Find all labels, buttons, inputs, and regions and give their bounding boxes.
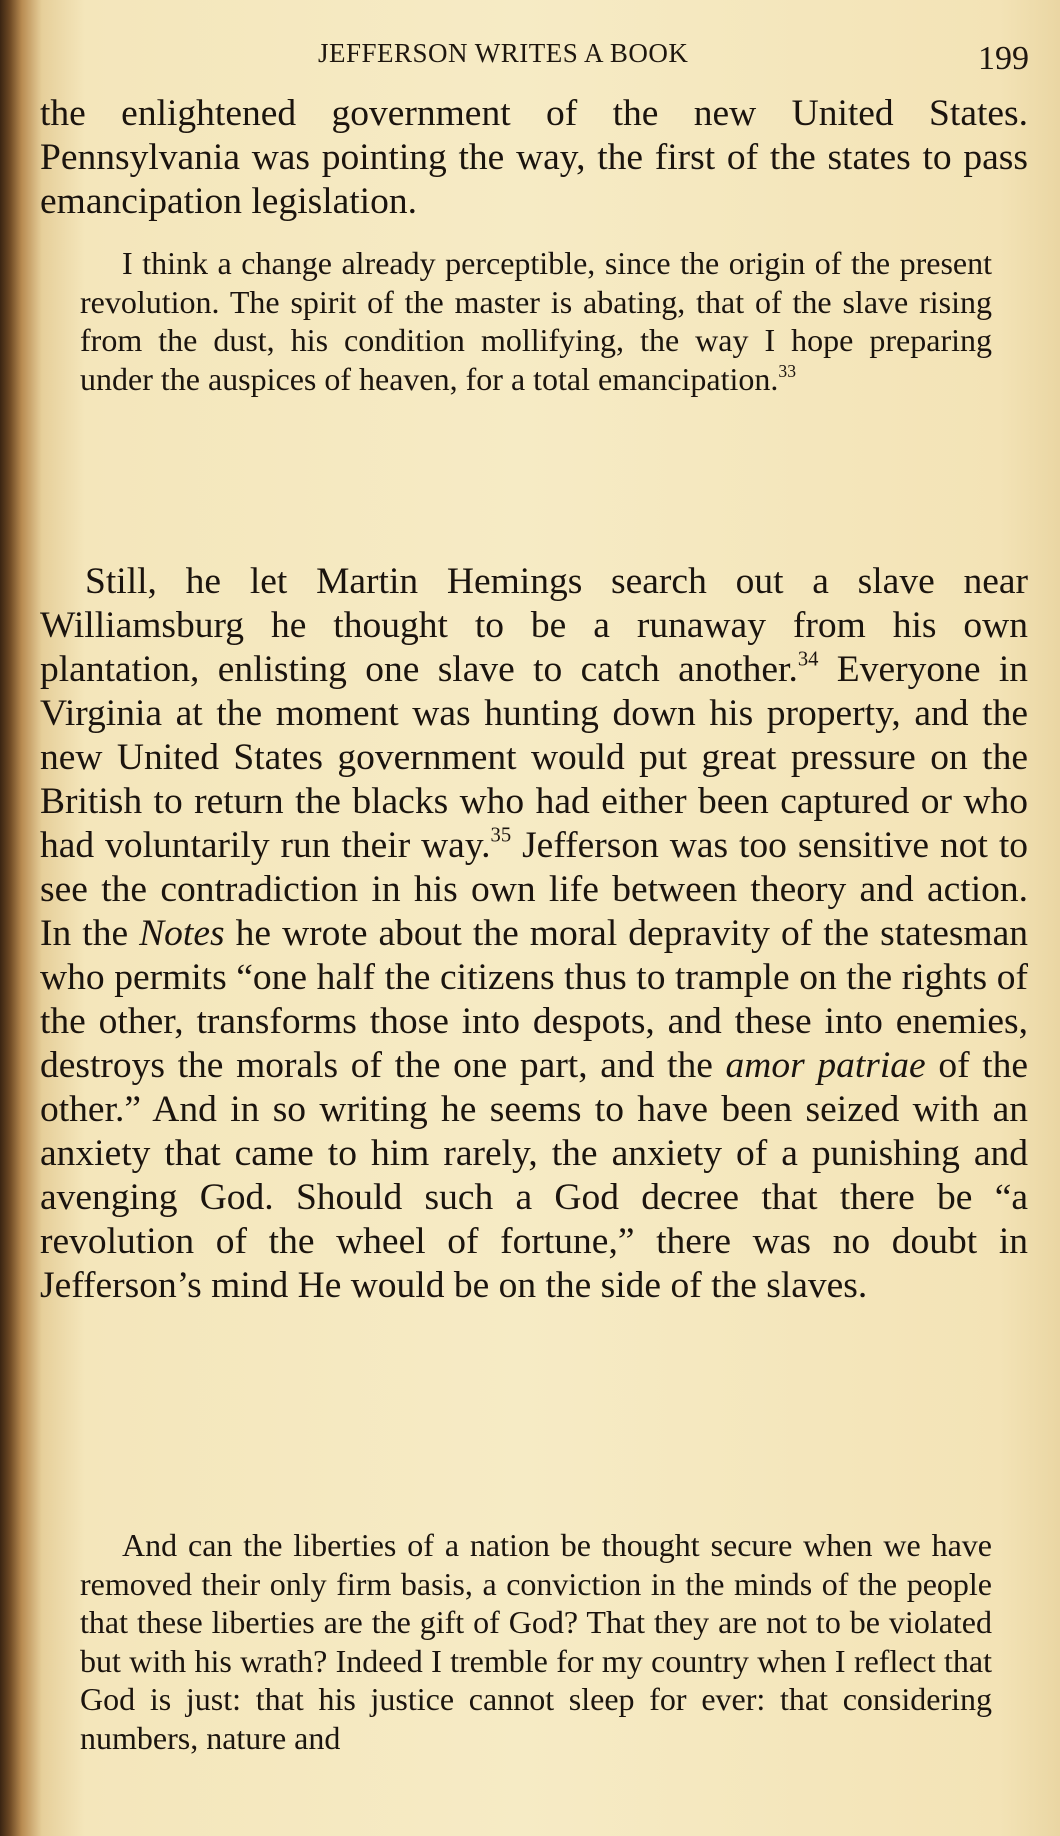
paragraph-text: Everyone in Virginia at the moment was hunting down his property, and the new United States government would put great pressure on the British to return the blacks who had either been captured or who had voluntarily run their way. [40,649,1028,866]
paragraph-martin-hemings [40,560,1028,1308]
footnote-ref-35: 35 [490,824,512,847]
running-title: JEFFERSON WRITES A BOOK [318,38,689,68]
page-number: 199 [978,40,1029,77]
paragraph-text: Jefferson was too sensitive not to see the contradiction in his own life between theory and action. In the [40,825,1029,954]
paragraph-text: Still, he let Martin Hemings search out a slave near Williamsburg he thought to be a runaway from his own plantation, enlisting one slave to catch another. [40,561,1028,690]
footnote-ref-33: 33 [778,360,796,381]
italic-title-notes: Notes [139,913,225,954]
block-quote-emancipation [80,244,992,398]
paragraph-continued: the enlightened government of the new United States. Pennsylvania was pointing the way, the first of the states to pass emancipation legislation. [40,93,1028,222]
footnote-ref-34: 34 [797,648,819,671]
block-quote-text: I think a change already perceptible, since the origin of the present revolution. The spirit of the master is abating, that of the slave rising from the dust, his condition mollifying, the way I hope preparing under the auspices of heaven, for a total emancipation. [80,245,992,397]
paragraph-text: he wrote about the moral depravity of the statesman who permits “one half the citizens thus to trample on the rights of the other, transforms those into despots, and these into enemies, destroys the morals of the one part, and the [40,913,1029,1086]
running-head [0,38,1060,78]
italic-phrase-amor-patriae: amor patriae [725,1045,926,1086]
block-quote-liberties: And can the liberties of a nation be thought secure when we have removed their only firm basis, a conviction in the minds of the people that these liberties are the gift of God? That they are not to be violated but with his wrath? Indeed I tremble for my country when I reflect that God is just: that his justice cannot sleep for ever: that considering numbers, nature and [80,1527,992,1756]
paragraph-text: of the other.” And in so writing he seems to have been seized with an anxiety that came to him rarely, the anxiety of a punishing and avenging God. Should such a God decree that there be “a revolution of the wheel of fortune,” there was no doubt in Jefferson’s mind He would be on the side of the slaves. [40,1045,1029,1306]
